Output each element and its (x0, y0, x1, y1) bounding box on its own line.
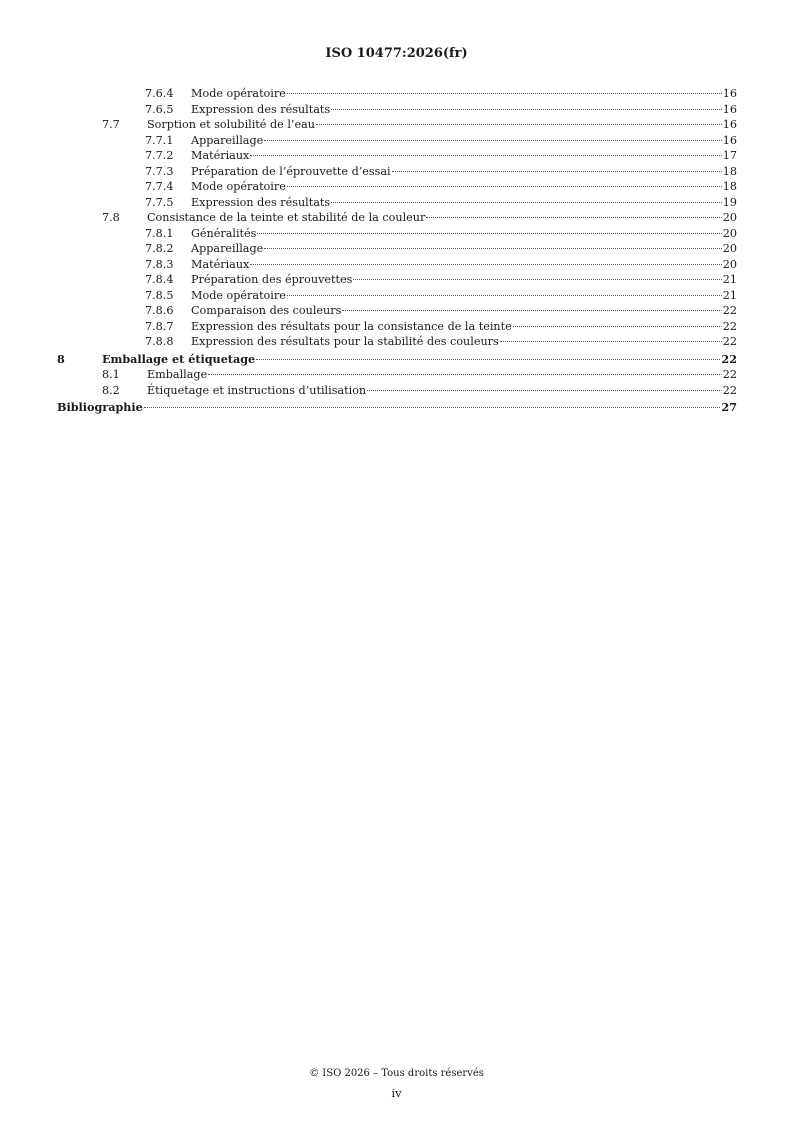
toc-leader-dots (256, 359, 720, 360)
toc-entry-title[interactable]: Comparaison des couleurs (191, 304, 342, 317)
toc-entry-title[interactable]: Emballage (147, 368, 208, 381)
toc-leader-dots (367, 390, 722, 391)
toc-entry-number: 7.8.7 (145, 319, 174, 333)
toc-entry[interactable] (57, 133, 737, 149)
toc-entry[interactable] (57, 148, 737, 164)
toc-entry-page: 22 (722, 383, 737, 397)
toc-entry-number: 7.8.4 (145, 273, 174, 286)
toc-entry-page: 16 (722, 102, 737, 116)
toc-entry-title[interactable]: Bibliographie (57, 400, 143, 414)
toc-leader-dots (264, 248, 722, 249)
toc-entry-title[interactable]: Étiquetage et instructions d’utilisation (147, 383, 367, 397)
toc-entry[interactable] (57, 117, 737, 133)
toc-entry-page: 20 (722, 211, 737, 224)
toc-leader-dots (144, 407, 721, 408)
toc-leader-dots (342, 310, 721, 311)
toc-entry-number: 7.8.6 (145, 304, 174, 317)
toc-leader-dots (208, 374, 722, 375)
toc-entry-page: 16 (722, 133, 737, 147)
toc-entry-title[interactable]: Généralités (191, 226, 257, 240)
toc-entry[interactable] (57, 383, 737, 399)
toc-entry[interactable] (57, 210, 737, 226)
toc-entry-page: 22 (722, 335, 737, 348)
toc-entry-number: 7.8.5 (145, 288, 174, 302)
toc-entry-number: 7.7.1 (145, 133, 174, 147)
toc-leader-dots (316, 124, 722, 125)
toc-entry-number: 8.2 (102, 383, 120, 397)
toc-entry[interactable] (57, 400, 737, 416)
toc-entry[interactable] (57, 319, 737, 335)
toc-entry[interactable] (57, 303, 737, 319)
toc-entry-number: 7.7.2 (145, 149, 174, 162)
toc-entry-title[interactable]: Expression des résultats pour la stabilité des couleurs (191, 335, 499, 348)
table-of-contents (57, 86, 737, 416)
toc-leader-dots (264, 140, 722, 141)
toc-entry-number: 7.7.3 (145, 164, 174, 178)
toc-leader-dots (287, 93, 722, 94)
toc-entry-page: 22 (722, 319, 737, 333)
copyright-notice: © ISO 2026 – Tous droits réservés (309, 1068, 484, 1079)
toc-entry-title[interactable]: Consistance de la teinte et stabilité de la couleur (147, 211, 426, 224)
toc-leader-dots (331, 109, 722, 110)
toc-entry[interactable] (57, 241, 737, 257)
toc-entry[interactable] (57, 164, 737, 180)
toc-entry-page: 20 (722, 242, 737, 255)
toc-leader-dots (392, 171, 722, 172)
toc-entry-page: 18 (722, 164, 737, 178)
toc-entry-title[interactable]: Expression des résultats pour la consistance de la teinte (191, 319, 512, 333)
toc-entry-title[interactable]: Emballage et étiquetage (102, 351, 256, 366)
toc-entry-title[interactable]: Préparation des éprouvettes (191, 273, 353, 286)
toc-leader-dots (250, 264, 721, 265)
toc-entry-page: 17 (722, 149, 737, 162)
toc-leader-dots (513, 326, 722, 327)
toc-leader-dots (353, 279, 721, 280)
toc-entry[interactable] (57, 288, 737, 304)
toc-entry-title[interactable]: Matériaux (191, 149, 250, 162)
toc-entry-title[interactable]: Mode opératoire (191, 180, 286, 193)
toc-entry[interactable] (57, 195, 737, 211)
toc-leader-dots (287, 295, 722, 296)
toc-entry-number: 8 (57, 351, 65, 366)
toc-entry[interactable] (57, 257, 737, 273)
toc-entry-number: 7.7.4 (145, 180, 174, 193)
toc-entry-page: 18 (722, 180, 737, 193)
toc-entry-number: 7.8.1 (145, 226, 174, 240)
toc-entry-title[interactable]: Mode opératoire (191, 87, 286, 100)
toc-entry-page: 19 (722, 195, 737, 209)
toc-entry-number: 7.6.5 (145, 102, 174, 116)
toc-entry[interactable] (57, 367, 737, 383)
toc-entry-title[interactable]: Appareillage (191, 242, 264, 255)
toc-entry-title[interactable]: Mode opératoire (191, 288, 286, 302)
toc-leader-dots (257, 233, 721, 234)
toc-entry-title[interactable]: Expression des résultats (191, 102, 331, 116)
toc-entry-page: 22 (722, 304, 737, 317)
toc-entry-title[interactable]: Préparation de l’éprouvette d’essai (191, 164, 391, 178)
toc-entry-number: 7.8.2 (145, 242, 174, 255)
toc-entry-number: 7.8 (102, 211, 120, 224)
toc-leader-dots (331, 202, 722, 203)
toc-entry-number: 7.8.8 (145, 335, 174, 348)
document-header: ISO 10477:2026(fr) (325, 46, 468, 61)
toc-entry-number: 7.7 (102, 118, 120, 131)
page-number: iv (391, 1086, 402, 1100)
toc-entry-page: 27 (721, 400, 737, 414)
toc-entry-page: 20 (722, 257, 737, 271)
toc-entry-page: 16 (722, 118, 737, 131)
toc-entry-title[interactable]: Expression des résultats (191, 195, 331, 209)
toc-entry[interactable] (57, 179, 737, 195)
toc-entry[interactable] (57, 226, 737, 242)
toc-entry[interactable] (57, 272, 737, 288)
toc-entry-page: 20 (722, 226, 737, 240)
toc-entry-title[interactable]: Sorption et solubilité de l’eau (147, 118, 315, 131)
toc-entry[interactable] (57, 102, 737, 118)
toc-entry-page: 22 (722, 368, 737, 381)
toc-entry-number: 8.1 (102, 368, 120, 381)
toc-leader-dots (500, 341, 722, 342)
toc-leader-dots (250, 155, 721, 156)
toc-leader-dots (287, 186, 722, 187)
toc-entry-number: 7.6.4 (145, 87, 174, 100)
toc-entry-page: 22 (721, 351, 737, 366)
toc-entry[interactable] (57, 334, 737, 350)
toc-entry-title[interactable]: Appareillage (191, 133, 264, 147)
toc-entry-number: 7.8.3 (145, 257, 174, 271)
toc-entry-page: 16 (722, 87, 737, 100)
toc-entry-page: 21 (722, 288, 737, 302)
toc-leader-dots (426, 217, 721, 218)
toc-entry-title[interactable]: Matériaux (191, 257, 250, 271)
toc-entry[interactable] (57, 86, 737, 102)
toc-entry[interactable] (57, 352, 737, 368)
toc-entry-number: 7.7.5 (145, 195, 174, 209)
toc-entry-page: 21 (722, 273, 737, 286)
